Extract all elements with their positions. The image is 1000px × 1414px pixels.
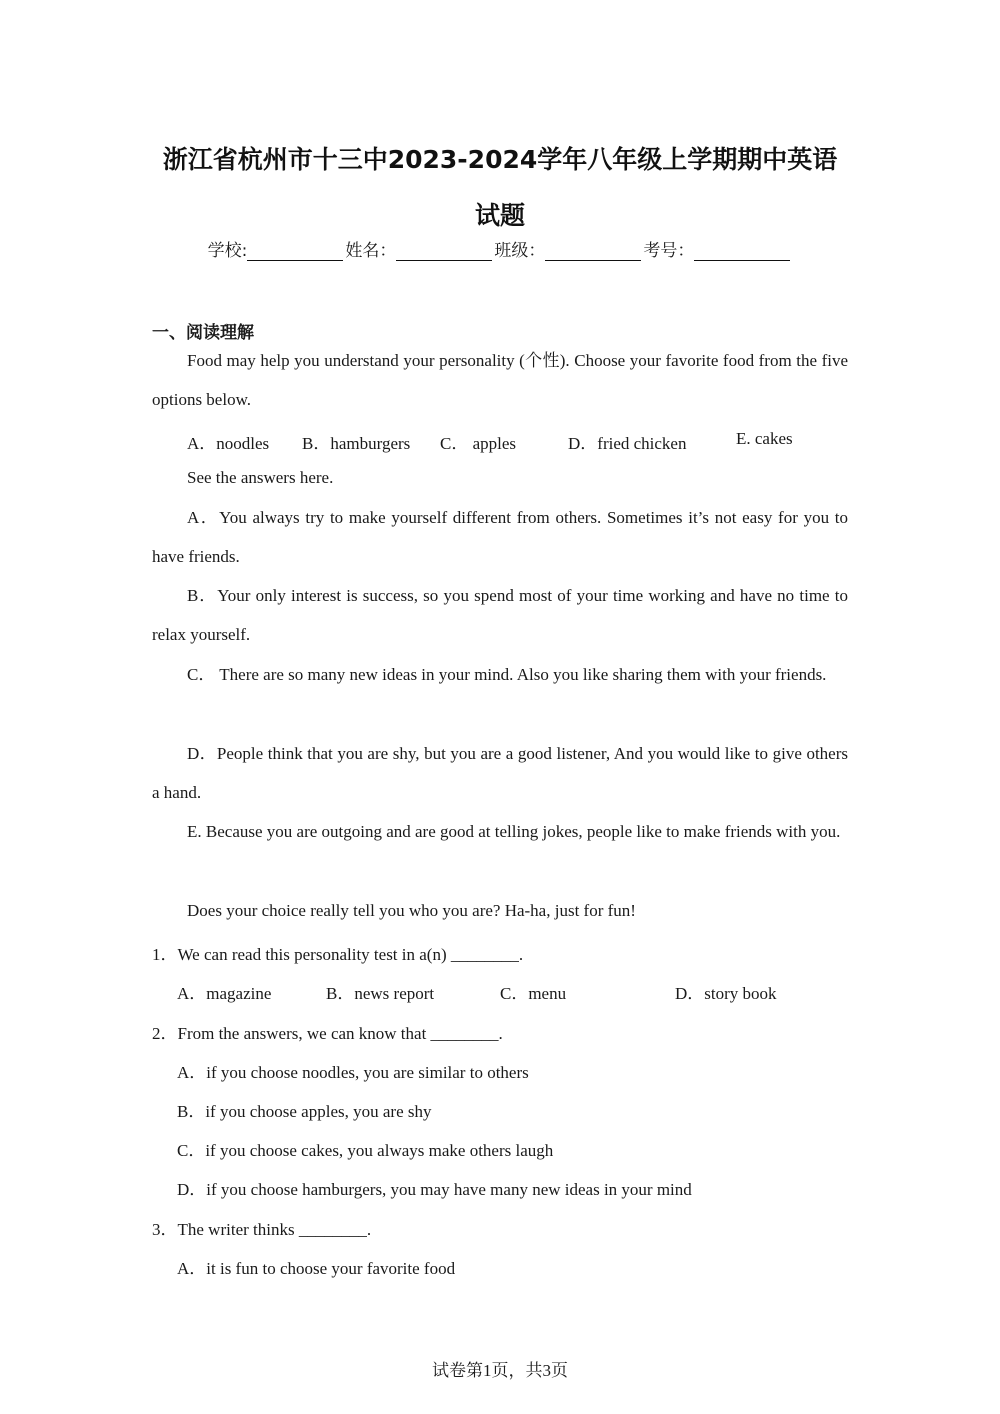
document-title-line2: 试题 xyxy=(474,201,525,230)
answer-option[interactable]: D．story book xyxy=(675,984,777,1003)
question-stem: 2．From the answers, we can know that ________. xyxy=(152,1024,503,1043)
food-option: E. cakes xyxy=(736,429,793,448)
school-label: 学校: xyxy=(207,241,248,261)
number-blank[interactable] xyxy=(694,242,790,261)
question-stem: 3．The writer thinks ________. xyxy=(152,1220,372,1239)
class-blank[interactable] xyxy=(545,242,641,261)
answer-paragraph: A．You always try to make yourself different from others. Sometimes it’s not easy for you to have friends. xyxy=(152,508,848,566)
answer-paragraph: D．People think that you are shy, but you are a good listener, And you would like to give others a hand. xyxy=(152,744,848,802)
school-blank[interactable] xyxy=(247,242,343,261)
food-option: B．hamburgers xyxy=(302,434,411,453)
class-label: 班级： xyxy=(494,241,546,261)
page-footer: 试卷第1页，共3页 xyxy=(432,1361,568,1380)
name-blank[interactable] xyxy=(396,242,492,261)
answer-option[interactable]: A．if you choose noodles, you are similar to others xyxy=(177,1063,529,1082)
question-stem: 1．We can read this personality test in a(n) ________. xyxy=(152,945,524,964)
answer-option[interactable]: B．if you choose apples, you are shy xyxy=(177,1102,432,1121)
student-info-line xyxy=(0,236,1000,261)
closing-line: Does your choice really tell you who you are? Ha-ha, just for fun! xyxy=(187,901,636,920)
passage-intro: Food may help you understand your personality (个性). Choose your favorite food from the five options below. xyxy=(152,351,848,409)
food-option: D．fried chicken xyxy=(568,434,687,453)
answer-option[interactable]: A．magazine xyxy=(177,984,272,1003)
answer-option[interactable]: C．menu xyxy=(500,984,567,1003)
document-title-line1: 浙江省杭州市十三中2023-2024学年八年级上学期期中英语 xyxy=(162,145,838,174)
answer-option[interactable]: A．it is fun to choose your favorite food xyxy=(177,1259,456,1278)
number-label: 考号： xyxy=(643,241,695,261)
food-option: C． apples xyxy=(440,434,517,453)
food-option: A．noodles xyxy=(187,434,270,453)
answer-option[interactable]: C．if you choose cakes, you always make others laugh xyxy=(177,1141,554,1160)
see-answers-text: See the answers here. xyxy=(187,468,334,487)
answer-paragraph: E. Because you are outgoing and are good at telling jokes, people like to make friends with you. xyxy=(187,822,841,841)
answer-option[interactable]: D．if you choose hamburgers, you may have many new ideas in your mind xyxy=(177,1180,692,1199)
section-heading: 一、阅读理解 xyxy=(152,323,254,343)
name-label: 姓名： xyxy=(345,241,397,261)
answer-paragraph: B．Your only interest is success, so you spend most of your time working and have no time to relax yourself. xyxy=(152,586,848,644)
answer-option[interactable]: B．news report xyxy=(326,984,435,1003)
answer-paragraph: C． There are so many new ideas in your mind. Also you like sharing them with your friends. xyxy=(187,665,827,684)
